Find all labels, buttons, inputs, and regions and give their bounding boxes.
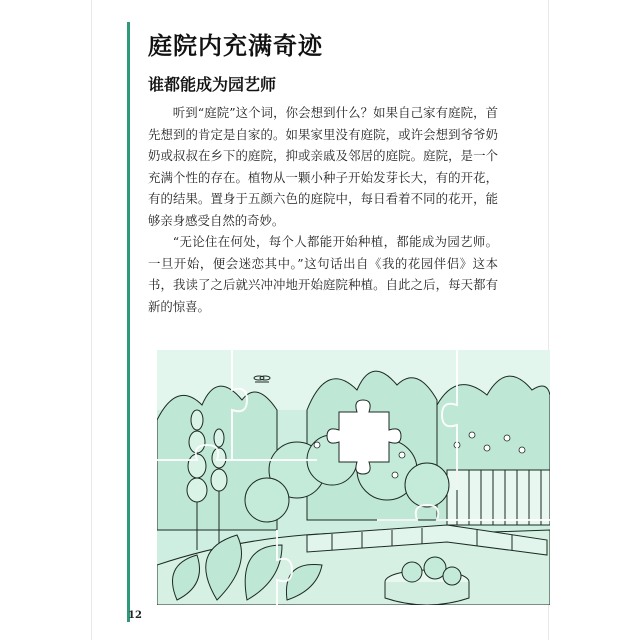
page-number: 12 <box>128 610 142 621</box>
margin-rule <box>127 22 130 622</box>
body-text <box>148 102 498 317</box>
garden-illustration <box>157 350 550 605</box>
section-heading: 谁都能成为园艺师 <box>148 75 277 94</box>
paragraph-1: 听到“庭院”这个词，你会想到什么？如果自己家有庭院，首先想到的肯定是自家的。如果家里没有庭院，或许会想到爷爷奶奶或叔叔在乡下的庭院，抑或亲戚及邻居的庭院。庭院，是一个充满个性的存在。植物从一颗小种子开始发芽长大，有的开花，有的结果。置身于五颜六色的庭院中，每日看着不同的花开，能够亲身感受自然的奇妙。 <box>148 105 498 228</box>
page-title: 庭院内充满奇迹 <box>148 31 323 60</box>
paragraph-2: “无论住在何处，每个人都能开始种植，都能成为园艺师。一旦开始，便会迷恋其中。”这句话出自《我的花园伴侣》这本书，我读了之后就兴冲冲地开始庭院种植。自此之后，每天都有新的惊喜。 <box>148 234 498 314</box>
